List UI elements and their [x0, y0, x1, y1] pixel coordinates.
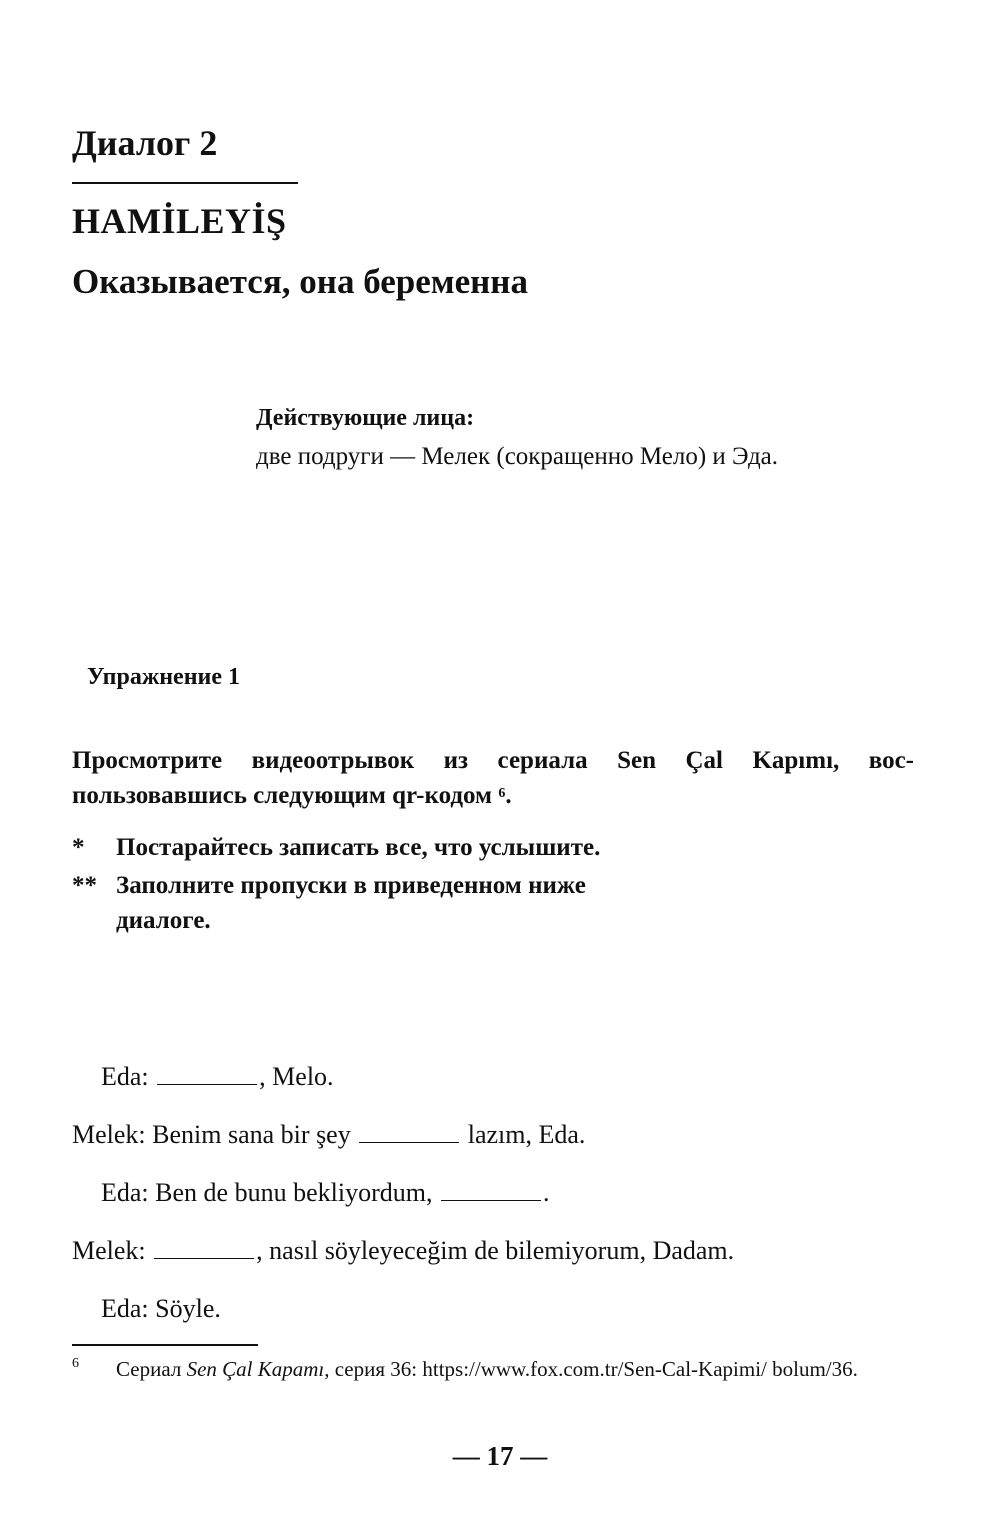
instruction-line-2-text: пользовавшись следующим qr-кодом: [72, 782, 493, 809]
footnote-text: [116, 1354, 916, 1384]
characters-heading: Действующие лица:: [256, 405, 475, 431]
footnote-divider: [72, 1344, 258, 1346]
speaker: Eda:: [101, 1178, 149, 1207]
blank-field[interactable]: [157, 1062, 257, 1085]
footnote-ref[interactable]: 6: [498, 786, 506, 801]
task-text: Заполните пропуски в приведенном ниже диалоге.: [116, 872, 586, 934]
instruction-line-1: Просмотрите видеоотрывок из сериала Sen Çal Kapımı, вос-: [72, 747, 914, 774]
dialogue-line: [101, 1294, 221, 1324]
task-item: [72, 830, 772, 865]
footnote-series-title: Sen Çal Kapamı,: [186, 1357, 330, 1381]
task-text: Постарайтесь записать все, что услышите.: [116, 834, 601, 861]
line-before: Ben de bunu bekliyordum,: [155, 1178, 433, 1207]
task-mark: **: [72, 872, 97, 899]
speaker: Melek:: [72, 1120, 146, 1149]
blank-field[interactable]: [441, 1178, 541, 1201]
instruction-end: .: [505, 782, 512, 809]
footnote-number: 6: [72, 1356, 79, 1371]
footnote-link[interactable]: серия 36: https://www.fox.com.tr/Sen-Cal-Kapimi/ bolum/36.: [334, 1357, 858, 1381]
speaker: Melek:: [72, 1236, 146, 1265]
speaker: Eda:: [101, 1062, 149, 1091]
dialogue-line: [72, 1120, 585, 1150]
line-before: Benim sana bir şey: [152, 1120, 351, 1149]
exercise-instruction: [72, 743, 914, 813]
task-mark: *: [72, 834, 85, 861]
page-number: — 17 —: [452, 1441, 548, 1471]
blank-field[interactable]: [154, 1236, 254, 1259]
dialogue-line: [72, 1236, 734, 1266]
chapter-divider: [72, 182, 298, 184]
line-after: .: [542, 1178, 550, 1207]
line-before: Söyle.: [155, 1294, 221, 1323]
instruction-line-2: [72, 778, 914, 813]
dialogue-line: [101, 1178, 549, 1208]
dialog-title-russian: Оказывается, она беременна: [72, 262, 528, 301]
exercise-heading: Упражнение 1: [87, 664, 241, 690]
footnote-prefix: Сериал: [116, 1357, 182, 1381]
line-after: , nasıl söyleyeceğim de bilemiyorum, Dadam.: [256, 1236, 735, 1265]
line-after: lazım, Eda.: [467, 1120, 586, 1149]
dialog-title-turkish: HAMİLEYİŞ: [72, 201, 287, 241]
dialogue-line: [101, 1062, 334, 1092]
line-after: , Melo.: [259, 1062, 334, 1091]
task-item: [72, 868, 772, 938]
characters-text: две подруги — Мелек (сокращенно Мело) и Эда.: [256, 443, 779, 470]
speaker: Eda:: [101, 1294, 149, 1323]
blank-field[interactable]: [359, 1120, 459, 1143]
chapter-label: Диалог 2: [72, 123, 218, 163]
